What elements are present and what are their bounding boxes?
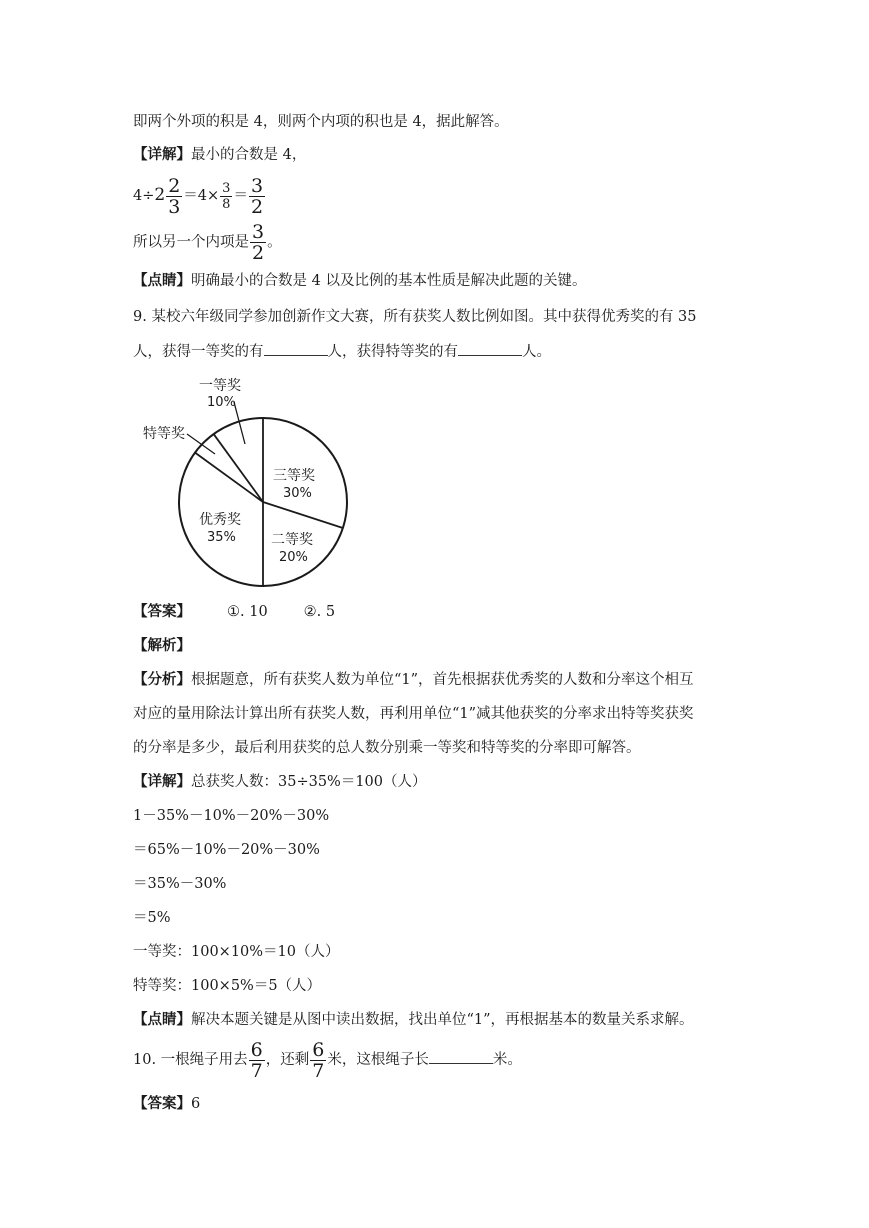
slice-boundary-3: [195, 453, 263, 502]
numerator: 3: [222, 180, 231, 196]
slice-boundary-4: [214, 434, 263, 502]
detail-tag: 【详解】: [133, 146, 191, 163]
calc-line: [133, 909, 171, 927]
fraction: [220, 181, 232, 212]
text: 9. 某校六年级同学参加创新作文大赛，所有获奖人数比例如图。其中获得优秀奖的有 35: [133, 309, 697, 325]
fraction: [250, 222, 266, 263]
denominator: 2: [252, 242, 265, 264]
fraction: [310, 1040, 326, 1081]
eq-part: ＝: [233, 188, 248, 204]
equation-line: [133, 173, 266, 218]
numerator: 3: [252, 221, 265, 243]
slice-pct-sandeng: 30%: [283, 486, 312, 501]
slice-label-yideng: 一等奖: [199, 378, 241, 394]
text: 即两个外项的积是 4，则两个内项的积也是 4，据此解答。: [133, 114, 509, 130]
slice-pct-yideng: 10%: [207, 395, 236, 410]
answer-blank[interactable]: [264, 341, 328, 356]
text: 一等奖：100×10%＝10（人）: [133, 944, 340, 960]
text: 总获奖人数：35÷35%＝100（人）: [191, 774, 427, 790]
fraction: [249, 176, 265, 217]
analysis-sub-tag: 【分析】: [133, 671, 191, 688]
text-line: [133, 113, 509, 131]
calc-line: [133, 841, 320, 859]
analysis-heading: [133, 637, 191, 655]
pie-slice-lines: [195, 418, 343, 586]
question-9-line-2: [133, 341, 551, 361]
slice-label-tedeng: 特等奖: [143, 426, 185, 442]
text: 根据题意，所有获奖人数为单位“1”，首先根据获优秀奖的人数和分率这个相互: [191, 672, 694, 688]
comment-line: [133, 1011, 694, 1029]
analysis-line-1: [133, 671, 694, 689]
calc-line: [133, 875, 226, 893]
text: 所以另一个内项是: [133, 234, 249, 251]
answer-line: [133, 1095, 200, 1113]
calc-line: [133, 977, 321, 995]
text: 米，这根绳子长: [327, 1052, 429, 1068]
detail-line: [133, 773, 427, 791]
eq-part: ＝4×: [183, 188, 220, 204]
text: 10. 一根绳子用去: [133, 1052, 248, 1068]
numerator: 6: [250, 1038, 263, 1061]
answer-tag: 【答案】: [133, 603, 191, 620]
text: 的分率是多少，最后利用获奖的总人数分别乘一等奖和特等奖的分率即可解答。: [133, 740, 641, 756]
comment-tag: 【点睛】: [133, 1011, 191, 1028]
detail-tag: 【详解】: [133, 773, 191, 790]
comment-tag: 【点睛】: [133, 272, 191, 289]
calc-line: [133, 943, 340, 961]
denominator: 7: [312, 1059, 325, 1082]
text: 最小的合数是 4，: [191, 147, 307, 163]
text: ，还剩: [265, 1052, 310, 1068]
question-10-line: [133, 1038, 522, 1082]
text: 明确最小的合数是 4 以及比例的基本性质是解决此题的关键。: [191, 273, 587, 289]
numerator: 6: [312, 1038, 325, 1061]
comment-line: [133, 272, 586, 290]
analysis-tag: 【解析】: [133, 637, 191, 654]
numerator: 2: [168, 174, 181, 197]
answer-value: ①. 10: [227, 604, 268, 620]
slice-label-erdeng: 二等奖: [271, 532, 313, 548]
analysis-line-3: [133, 739, 641, 757]
denominator: 3: [168, 195, 181, 218]
slice-label-youxiu: 优秀奖: [199, 512, 241, 528]
denominator: 2: [250, 195, 264, 218]
text-line: [133, 222, 282, 263]
pie-chart: [133, 368, 373, 593]
question-9-line-1: [133, 308, 697, 326]
calc-line: [133, 807, 329, 825]
text: 解决本题关键是从图中读出数据，找出单位“1”，再根据基本的数量关系求解。: [191, 1012, 694, 1028]
answer-value: ②. 5: [303, 604, 336, 620]
answer-value: 6: [191, 1096, 201, 1112]
fraction: [166, 176, 182, 217]
numerator: 3: [250, 174, 264, 197]
detail-line: [133, 146, 306, 164]
text: ＝5%: [133, 910, 171, 926]
denominator: 7: [250, 1059, 263, 1082]
answer-line: [133, 603, 335, 621]
text: 米。: [492, 1052, 522, 1068]
mixed-whole: 2: [154, 185, 166, 205]
fraction: [249, 1040, 265, 1081]
eq-part: 4÷: [133, 188, 155, 204]
text: 人，获得特等奖的有: [327, 344, 458, 360]
slice-pct-youxiu: 35%: [207, 530, 236, 545]
slice-pct-erdeng: 20%: [279, 550, 308, 565]
text: ＝65%－10%－20%－30%: [133, 842, 320, 858]
text: 人。: [522, 344, 551, 360]
answer-blank[interactable]: [429, 1049, 493, 1064]
text: 特等奖：100×5%＝5（人）: [133, 978, 322, 994]
text: 。: [267, 234, 282, 251]
slice-label-sandeng: 三等奖: [273, 468, 315, 484]
text: 人，获得一等奖的有: [133, 344, 264, 360]
text: 对应的量用除法计算出所有获奖人数，再利用单位“1”减其他获奖的分率求出特等奖获奖: [133, 706, 694, 722]
slice-boundary-1: [263, 502, 343, 528]
text: ＝35%－30%: [133, 876, 227, 892]
denominator: 8: [222, 196, 231, 212]
analysis-line-2: [133, 705, 694, 723]
answer-blank[interactable]: [458, 341, 522, 356]
answer-tag: 【答案】: [133, 1095, 191, 1112]
text: 1－35%－10%－20%－30%: [133, 808, 330, 824]
